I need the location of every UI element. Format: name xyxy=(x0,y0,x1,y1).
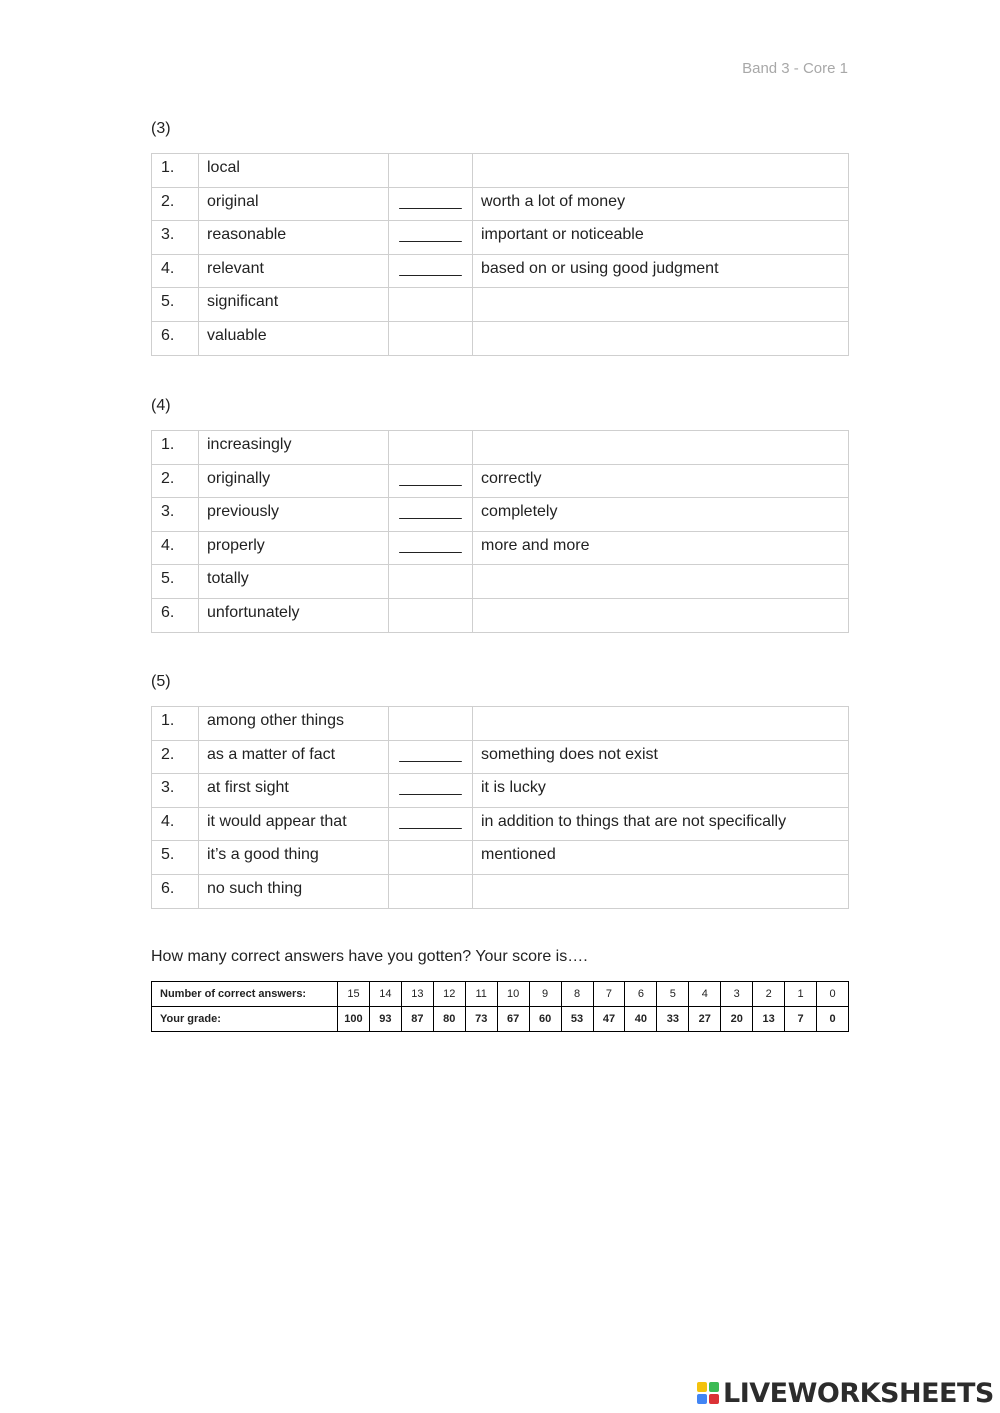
table-row xyxy=(152,187,849,221)
item-number: 6. xyxy=(152,598,199,632)
word-cell: increasingly xyxy=(199,431,389,465)
grade-cell: 67 xyxy=(497,1007,529,1032)
table-row xyxy=(152,598,849,632)
grade-cell: 33 xyxy=(657,1007,689,1032)
answer-blank[interactable] xyxy=(389,707,473,741)
answer-blank[interactable] xyxy=(389,874,473,908)
definition-cell: something does not exist xyxy=(473,740,849,774)
table-row xyxy=(152,841,849,875)
table-row xyxy=(152,740,849,774)
item-number: 1. xyxy=(152,154,199,188)
word-cell: previously xyxy=(199,498,389,532)
answer-count-cell: 2 xyxy=(753,982,785,1007)
item-number: 2. xyxy=(152,464,199,498)
rows-3 xyxy=(152,154,849,356)
answer-blank[interactable] xyxy=(389,431,473,465)
answer-count-cell: 10 xyxy=(497,982,529,1007)
definition-cell xyxy=(473,321,849,355)
table-row xyxy=(152,807,849,841)
table-row xyxy=(152,498,849,532)
word-cell: relevant xyxy=(199,254,389,288)
answer-count-cell: 13 xyxy=(401,982,433,1007)
word-cell: as a matter of fact xyxy=(199,740,389,774)
definition-cell: based on or using good judgment xyxy=(473,254,849,288)
logo-square xyxy=(697,1394,707,1404)
answer-count-cell: 15 xyxy=(338,982,370,1007)
answer-blank[interactable]: _______ xyxy=(389,740,473,774)
item-number: 2. xyxy=(152,187,199,221)
word-cell: significant xyxy=(199,288,389,322)
answer-count-cell: 5 xyxy=(657,982,689,1007)
answer-blank[interactable]: _______ xyxy=(389,464,473,498)
rows-4 xyxy=(152,431,849,633)
word-cell: original xyxy=(199,187,389,221)
section-label: (3) xyxy=(151,120,171,137)
item-number: 3. xyxy=(152,498,199,532)
score-question: How many correct answers have you gotten? Your score is…. xyxy=(151,948,588,965)
item-number: 4. xyxy=(152,531,199,565)
definition-cell: important or noticeable xyxy=(473,221,849,255)
item-number: 6. xyxy=(152,874,199,908)
logo-text: LIVEWORKSHEETS xyxy=(723,1377,994,1409)
rows-5 xyxy=(152,707,849,909)
grades-row xyxy=(152,1007,849,1032)
item-number: 1. xyxy=(152,431,199,465)
liveworksheets-logo xyxy=(697,1376,994,1410)
grade-cell: 7 xyxy=(785,1007,817,1032)
grade-cell: 100 xyxy=(338,1007,370,1032)
matching-table xyxy=(151,706,849,909)
table-row xyxy=(152,431,849,465)
answer-blank[interactable]: _______ xyxy=(389,187,473,221)
definition-cell: in addition to things that are not specifically xyxy=(473,807,849,841)
item-number: 5. xyxy=(152,841,199,875)
table-row xyxy=(152,565,849,599)
item-number: 3. xyxy=(152,221,199,255)
definition-cell: correctly xyxy=(473,464,849,498)
answer-blank[interactable] xyxy=(389,565,473,599)
page-header: Band 3 - Core 1 xyxy=(742,60,848,77)
table-row xyxy=(152,288,849,322)
definition-cell xyxy=(473,565,849,599)
word-cell: at first sight xyxy=(199,774,389,808)
answer-count-cell: 6 xyxy=(625,982,657,1007)
word-cell: among other things xyxy=(199,707,389,741)
table-row xyxy=(152,464,849,498)
word-cell: it’s a good thing xyxy=(199,841,389,875)
grade-cell: 73 xyxy=(465,1007,497,1032)
item-number: 1. xyxy=(152,707,199,741)
grade-cell: 60 xyxy=(529,1007,561,1032)
grade-cell: 80 xyxy=(433,1007,465,1032)
word-cell: reasonable xyxy=(199,221,389,255)
definition-cell xyxy=(473,598,849,632)
answer-blank[interactable]: _______ xyxy=(389,498,473,532)
definition-cell xyxy=(473,874,849,908)
word-cell: no such thing xyxy=(199,874,389,908)
answer-count-cell: 0 xyxy=(817,982,849,1007)
word-cell: totally xyxy=(199,565,389,599)
answer-count-cell: 9 xyxy=(529,982,561,1007)
table-row xyxy=(152,154,849,188)
answer-blank[interactable] xyxy=(389,841,473,875)
table-row xyxy=(152,774,849,808)
answer-blank[interactable] xyxy=(389,321,473,355)
table-row xyxy=(152,254,849,288)
answers-label: Number of correct answers: xyxy=(152,982,338,1007)
item-number: 2. xyxy=(152,740,199,774)
definition-cell: it is lucky xyxy=(473,774,849,808)
definition-cell: completely xyxy=(473,498,849,532)
item-number: 5. xyxy=(152,288,199,322)
answer-count-cell: 8 xyxy=(561,982,593,1007)
item-number: 4. xyxy=(152,807,199,841)
table-row xyxy=(152,707,849,741)
table-row xyxy=(152,321,849,355)
table-row xyxy=(152,874,849,908)
answer-blank[interactable]: _______ xyxy=(389,531,473,565)
answer-count-cell: 12 xyxy=(433,982,465,1007)
table-row xyxy=(152,221,849,255)
definition-cell: more and more xyxy=(473,531,849,565)
answer-count-cell: 1 xyxy=(785,982,817,1007)
answer-count-cell: 3 xyxy=(721,982,753,1007)
answer-blank[interactable]: _______ xyxy=(389,774,473,808)
matching-table xyxy=(151,153,849,356)
definition-cell xyxy=(473,288,849,322)
score-table xyxy=(151,981,849,1032)
logo-square xyxy=(709,1382,719,1392)
definition-cell xyxy=(473,154,849,188)
answer-count-cell: 7 xyxy=(593,982,625,1007)
item-number: 3. xyxy=(152,774,199,808)
grade-cell: 93 xyxy=(369,1007,401,1032)
grade-label: Your grade: xyxy=(152,1007,338,1032)
grade-cell: 53 xyxy=(561,1007,593,1032)
word-cell: originally xyxy=(199,464,389,498)
logo-square xyxy=(709,1394,719,1404)
answer-count-cell: 11 xyxy=(465,982,497,1007)
answer-count-cell: 14 xyxy=(369,982,401,1007)
definition-cell: mentioned xyxy=(473,841,849,875)
word-cell: it would appear that xyxy=(199,807,389,841)
word-cell: local xyxy=(199,154,389,188)
definition-cell xyxy=(473,707,849,741)
grade-cell: 13 xyxy=(753,1007,785,1032)
grade-cell: 40 xyxy=(625,1007,657,1032)
word-cell: valuable xyxy=(199,321,389,355)
table-row xyxy=(152,531,849,565)
grade-cell: 0 xyxy=(817,1007,849,1032)
item-number: 5. xyxy=(152,565,199,599)
answer-blank[interactable] xyxy=(389,598,473,632)
answer-blank[interactable]: _______ xyxy=(389,254,473,288)
matching-table xyxy=(151,430,849,633)
grade-cell: 87 xyxy=(401,1007,433,1032)
section-label: (5) xyxy=(151,673,171,690)
answer-blank[interactable] xyxy=(389,288,473,322)
answer-count-cell: 4 xyxy=(689,982,721,1007)
answer-blank[interactable]: _______ xyxy=(389,221,473,255)
logo-mark-icon xyxy=(697,1382,719,1404)
section-label: (4) xyxy=(151,397,171,414)
answer-blank[interactable] xyxy=(389,154,473,188)
word-cell: properly xyxy=(199,531,389,565)
grade-cell: 27 xyxy=(689,1007,721,1032)
item-number: 4. xyxy=(152,254,199,288)
item-number: 6. xyxy=(152,321,199,355)
word-cell: unfortunately xyxy=(199,598,389,632)
grade-cell: 47 xyxy=(593,1007,625,1032)
definition-cell: worth a lot of money xyxy=(473,187,849,221)
answers-row xyxy=(152,982,849,1007)
grade-cell: 20 xyxy=(721,1007,753,1032)
logo-square xyxy=(697,1382,707,1392)
answer-blank[interactable]: _______ xyxy=(389,807,473,841)
definition-cell xyxy=(473,431,849,465)
